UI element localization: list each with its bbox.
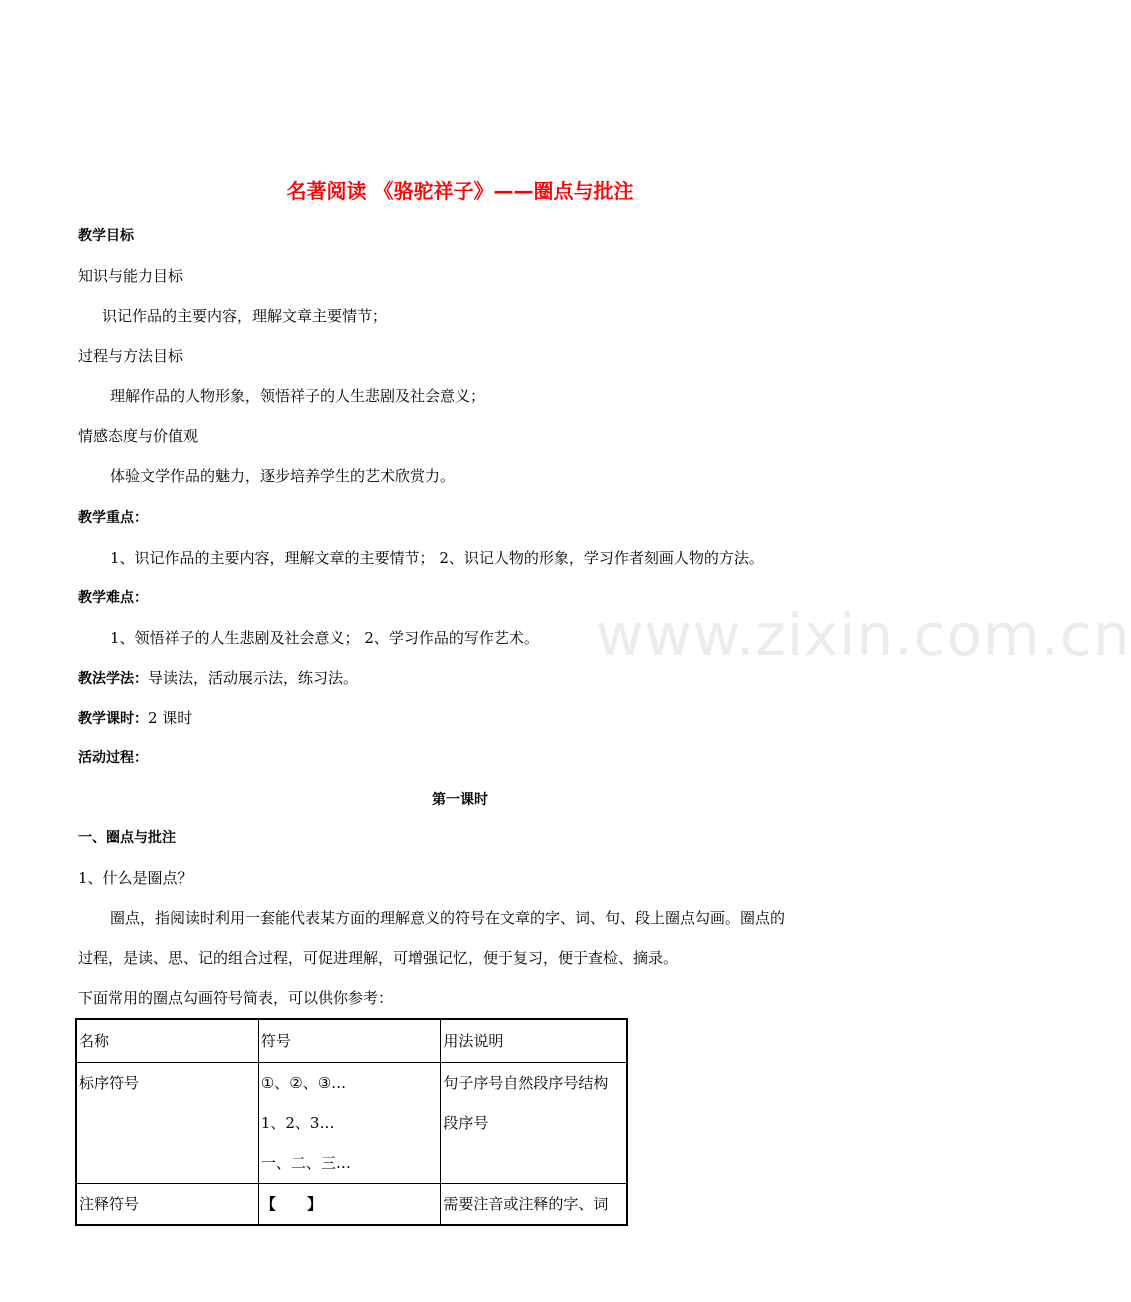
usage-line: 句子序号自然段序号结构 — [443, 1074, 609, 1092]
lesson-heading: 第一课时 — [432, 792, 488, 808]
header-name: 名称 — [76, 1019, 258, 1063]
row-name: 注释符号 — [76, 1184, 258, 1226]
hours-text: 2 课时 — [148, 709, 193, 727]
symbol-line: ①、②、③… — [260, 1074, 347, 1092]
hours-label: 教学课时： — [78, 711, 148, 727]
process-label: 过程与方法目标 — [78, 347, 184, 365]
table-intro: 下面常用的圈点勾画符号简表，可以供你参考： — [78, 989, 394, 1007]
section1-heading: 一、圈点与批注 — [78, 830, 176, 846]
symbol-line: 一、二、三… — [260, 1154, 351, 1172]
row-usage — [441, 1063, 627, 1184]
usage-line: 段序号 — [443, 1114, 489, 1132]
row-usage: 需要注音或注释的字、词 — [441, 1184, 627, 1226]
difficult-points-text: 1、领悟祥子的人生悲剧及社会意义； 2、学习作品的写作艺术。 — [110, 629, 539, 647]
symbol-table — [75, 1018, 628, 1226]
section1-para-line1: 圈点，指阅读时利用一套能代表某方面的理解意义的符号在文章的字、词、句、段上圈点勾画。圈点的 — [110, 909, 786, 927]
symbol-line: 1、2、3… — [260, 1114, 335, 1132]
section1-para-line2: 过程，是读、思、记的组合过程，可促进理解，可增强记忆，便于复习，便于查检、摘录。 — [78, 949, 679, 967]
knowledge-label: 知识与能力目标 — [78, 267, 184, 285]
objectives-heading: 教学目标 — [78, 228, 134, 244]
section1-question: 1、什么是圈点？ — [78, 869, 193, 887]
row-symbols: 【 】 — [258, 1184, 441, 1226]
emotion-text: 体验文学作品的魅力，逐步培养学生的艺术欣赏力。 — [110, 467, 456, 485]
row-name — [76, 1063, 258, 1184]
key-points-text: 1、识记作品的主要内容，理解文章的主要情节； 2、识记人物的形象，学习作者刻画人物的方法。 — [110, 549, 764, 567]
key-points-heading: 教学重点： — [78, 510, 148, 526]
table-header-row — [76, 1019, 627, 1063]
document-title: 名著阅读 《骆驼祥子》——圈点与批注 — [286, 179, 634, 203]
methods-text: 导读法，活动展示法，练习法。 — [148, 669, 359, 687]
methods-label: 教法学法： — [78, 671, 148, 687]
knowledge-text: 识记作品的主要内容，理解文章主要情节； — [102, 307, 388, 325]
watermark: www.zixin.com.cn — [596, 601, 1131, 669]
emotion-label: 情感态度与价值观 — [78, 427, 199, 445]
table-row — [76, 1063, 627, 1184]
header-symbol: 符号 — [258, 1019, 441, 1063]
row-symbols — [258, 1063, 441, 1184]
row-name-text: 标序符号 — [79, 1074, 140, 1092]
difficult-points-heading: 教学难点： — [78, 590, 148, 606]
process-heading: 活动过程： — [78, 750, 148, 766]
methods-line — [78, 668, 358, 689]
table-row — [76, 1184, 627, 1226]
header-usage: 用法说明 — [441, 1019, 627, 1063]
hours-line — [78, 708, 192, 729]
process-text: 理解作品的人物形象，领悟祥子的人生悲剧及社会意义； — [110, 387, 486, 405]
